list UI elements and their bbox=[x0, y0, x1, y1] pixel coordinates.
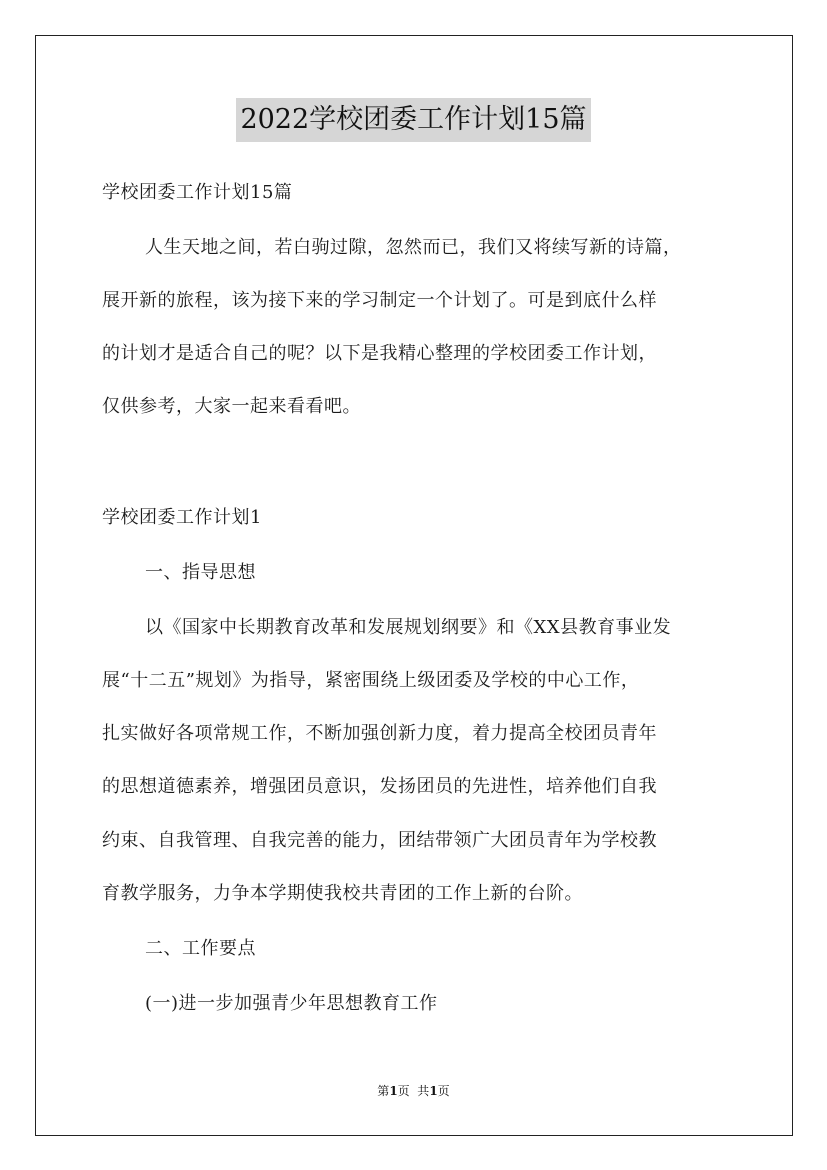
footer-page-suffix: 页 bbox=[437, 1084, 450, 1098]
document-title: 2022学校团委工作计划15篇 bbox=[236, 98, 590, 142]
intro-line: 展开新的旅程，该为接下来的学习制定一个计划了。可是到底什么样 bbox=[102, 290, 657, 311]
part1-heading: 一、指导思想 bbox=[145, 562, 256, 583]
part1-body-line: 扎实做好各项常规工作，不断加强创新力度，着力提高全校团员青年 bbox=[102, 723, 657, 744]
footer-page-mid: 页 共 bbox=[397, 1084, 430, 1098]
part2-subheading: (一)进一步加强青少年思想教育工作 bbox=[145, 993, 438, 1014]
page-footer bbox=[0, 1083, 827, 1099]
title-container bbox=[0, 98, 827, 142]
footer-page-number: 1 bbox=[389, 1084, 398, 1098]
footer-page-total: 1 bbox=[429, 1084, 438, 1098]
part1-body-line: 的思想道德素养，增强团员意识，发扬团员的先进性，培养他们自我 bbox=[102, 776, 657, 797]
intro-line: 仅供参考，大家一起来看看吧。 bbox=[102, 396, 361, 417]
part2-heading: 二、工作要点 bbox=[145, 938, 256, 959]
section-heading: 学校团委工作计划1 bbox=[102, 507, 262, 528]
intro-line: 的计划才是适合自己的呢？以下是我精心整理的学校团委工作计划， bbox=[102, 343, 657, 364]
part1-body-line: 展“十二五”规划》为指导，紧密围绕上级团委及学校的中心工作， bbox=[102, 670, 640, 691]
part1-body-line: 以《国家中长期教育改革和发展规划纲要》和《XX县教育事业发 bbox=[145, 617, 672, 638]
part1-body-line: 育教学服务，力争本学期使我校共青团的工作上新的台阶。 bbox=[102, 883, 583, 904]
part1-body-line: 约束、自我管理、自我完善的能力，团结带领广大团员青年为学校教 bbox=[102, 830, 657, 851]
document-subtitle: 学校团委工作计划15篇 bbox=[102, 182, 293, 203]
footer-page-prefix: 第 bbox=[377, 1084, 390, 1098]
intro-line: 人生天地之间，若白驹过隙，忽然而已，我们又将续写新的诗篇， bbox=[145, 237, 682, 258]
